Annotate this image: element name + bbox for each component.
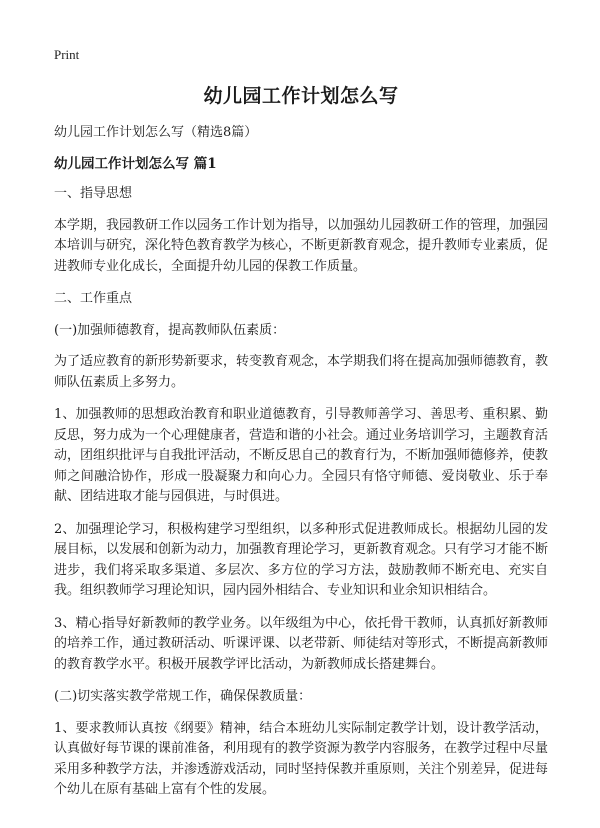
paragraph-guiding-ideology: 本学期，我园教研工作以园务工作计划为指导，以加强幼儿园教研工作的管理，加强园本培训与研究，深化特色教育教学为核心，不断更新教育观念，提升教师专业素质，促进教师专业化成长，全面提升幼儿园的保教工作质量。	[54, 217, 549, 274]
paragraph-teaching-routine-1: 1、要求教师认真按《纲要》精神，结合本班幼儿实际制定教学计划，设计教学活动，认真做好每节课的课前准备，利用现有的教学资源为教学内容服务，在教学过程中尽量采用多种教学方法，并渗透游戏活动，同时坚持保教并重原则，关注个别差异，促进每个幼儿在原有基础上富有个性的发展。	[54, 720, 549, 797]
paragraph-teacher-ethics-intro: 为了适应教育的新形势新要求，转变教育观念，本学期我们将在提高加强师德教育，教师队伍素质上多努力。	[54, 354, 549, 390]
heading-guiding-ideology: 一、指导思想	[54, 186, 133, 201]
document-title: 幼儿园工作计划怎么写	[203, 85, 399, 107]
paragraph-item-3: 3、精心指导好新教师的教学业务。以年级组为中心，依托骨干教师，认真抓好新教师的培养工作，通过教研活动、听课评课、以老带新、师徒结对等形式，不断提高新教师的教育教学水平。积极开展教学评比活动，为新教师成长搭建舞台。	[54, 615, 549, 672]
paragraph-item-1: 1、加强教师的思想政治教育和职业道德教育，引导教师善学习、善思考、重积累、勤反思，努力成为一个心理健康者，营造和谐的小社会。通过业务培训学习，主题教育活动，团组织批评与自我批评活动，不断反思自己的教育行为，不断加强师德修养，使教师之间融洽协作，形成一股凝聚力和向心力。全园只有恪守师德、爱岗敬业、乐于奉献、团结进取才能与园俱进，与时俱进。	[54, 407, 549, 504]
section-heading: 幼儿园工作计划怎么写 篇1	[54, 156, 217, 172]
document-subtitle: 幼儿园工作计划怎么写（精选8篇）	[54, 125, 258, 140]
heading-work-focus: 二、工作重点	[54, 291, 133, 306]
print-link[interactable]: Print	[54, 47, 80, 62]
subheading-teacher-ethics: (一)加强师德教育，提高教师队伍素质：	[54, 322, 286, 338]
subheading-teaching-routine: (二)切实落实教学常规工作，确保保教质量：	[54, 689, 312, 704]
paragraph-item-2: 2、加强理论学习，积极构建学习型组织，以多种形式促进教师成长。根据幼儿园的发展目标，以发展和创新为动力，加强教育理论学习，更新教育观念。只有学习才能不断进步，我们将采取多渠道、多层次、多方位的学习方法，鼓励教师不断充电、充实自我。组织教师学习理论知识，园内园外相结合、专业知识和业余知识相结合。	[54, 521, 549, 598]
